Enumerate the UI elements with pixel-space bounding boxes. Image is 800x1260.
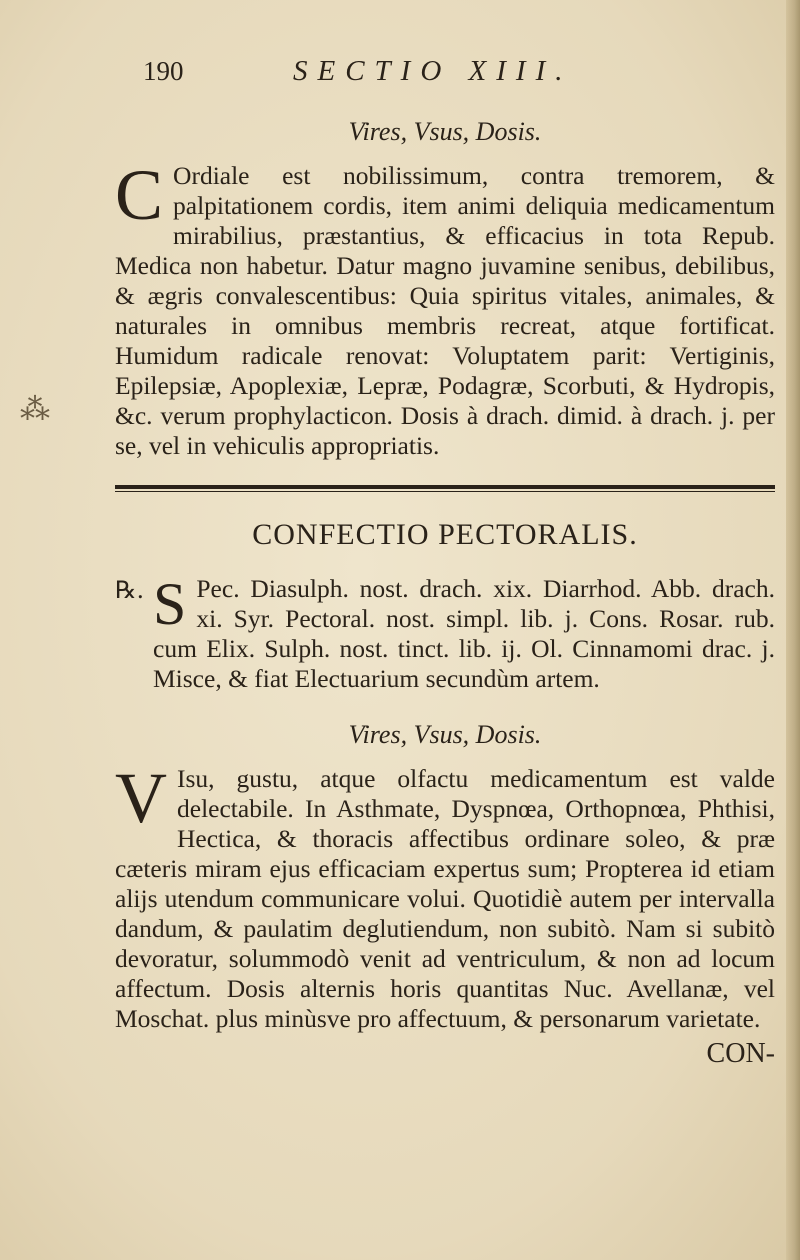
- page-header: [115, 55, 775, 105]
- subheading-2: Vires, Vsus, Dosis.: [348, 720, 542, 749]
- page-number: 190: [143, 56, 184, 86]
- paragraph-visu-text: Isu, gustu, atque olfactu medicamentum est valde delectabile. In Asthmate, Dyspnœa, Orthopnœa, Phthisi, Hectica, & thoracis affectibus ordinare soleo, & præ cæteris miram ejus efficaciam expertus sum; Propterea id etiam alijs utendum communicare volui. Quotidiè autem per intervalla dandum, & paulatim deglutiendum, non subitò. Nam si subitò devoratur, solummodò venit ad ventriculum, & non ad locum affectum. Dosis alternis horis quantitas Nuc. Avellanæ, vel Moschat. plus minùsve pro affectuum, & personarum varietate.: [115, 764, 775, 1033]
- margin-mark-icon: ⁂: [20, 392, 50, 427]
- recipe-paragraph: [153, 571, 775, 694]
- dropcap-c: C: [115, 155, 164, 235]
- dropcap-v: V: [115, 758, 167, 838]
- recipe-symbol: ℞.: [115, 576, 145, 604]
- dropcap-s: S: [153, 571, 187, 637]
- section-title: CONFECTIO PECTORALIS.: [252, 518, 638, 551]
- page-content: [115, 55, 775, 1070]
- recipe-block: [115, 571, 775, 694]
- section-divider: [115, 485, 775, 492]
- paragraph-visu: [115, 758, 775, 1034]
- page-edge: [786, 0, 800, 1260]
- paragraph-cordiale-text: Ordiale est nobilissimum, contra tremorem, & palpitationem cordis, item animi deliquia medicamentum mirabilius, præstantius, & efficacius in tota Repub. Medica non habetur. Datur magno juvamine senibus, debilibus, & ægris convalescentibus: Quia spiritus vitales, animales, & naturales in omnibus membris recreat, atque fortificat. Humidum radicale renovat: Voluptatem parit: Vertiginis, Epilepsiæ, Apoplexiæ, Lepræ, Podagræ, Scorbuti, & Hydropis, &c. verum prophylacticon. Dosis à drach. dimid. à drach. j. per se, vel in vehiculis appropriatis.: [115, 161, 775, 460]
- recipe-text: Pec. Diasulph. nost. drach. xix. Diarrhod. Abb. drach. xi. Syr. Pectoral. nost. simpl. lib. j. Cons. Rosar. rub. cum Elix. Sulph. nost. tinct. lib. ij. Ol. Cinnamomi drac. j. Misce, & fiat Electuarium secundùm artem.: [153, 574, 775, 693]
- catchword: CON-: [706, 1038, 775, 1069]
- subheading-1: Vires, Vsus, Dosis.: [348, 117, 542, 146]
- paragraph-cordiale: [115, 155, 775, 461]
- running-head: SECTIO XIII.: [293, 55, 573, 87]
